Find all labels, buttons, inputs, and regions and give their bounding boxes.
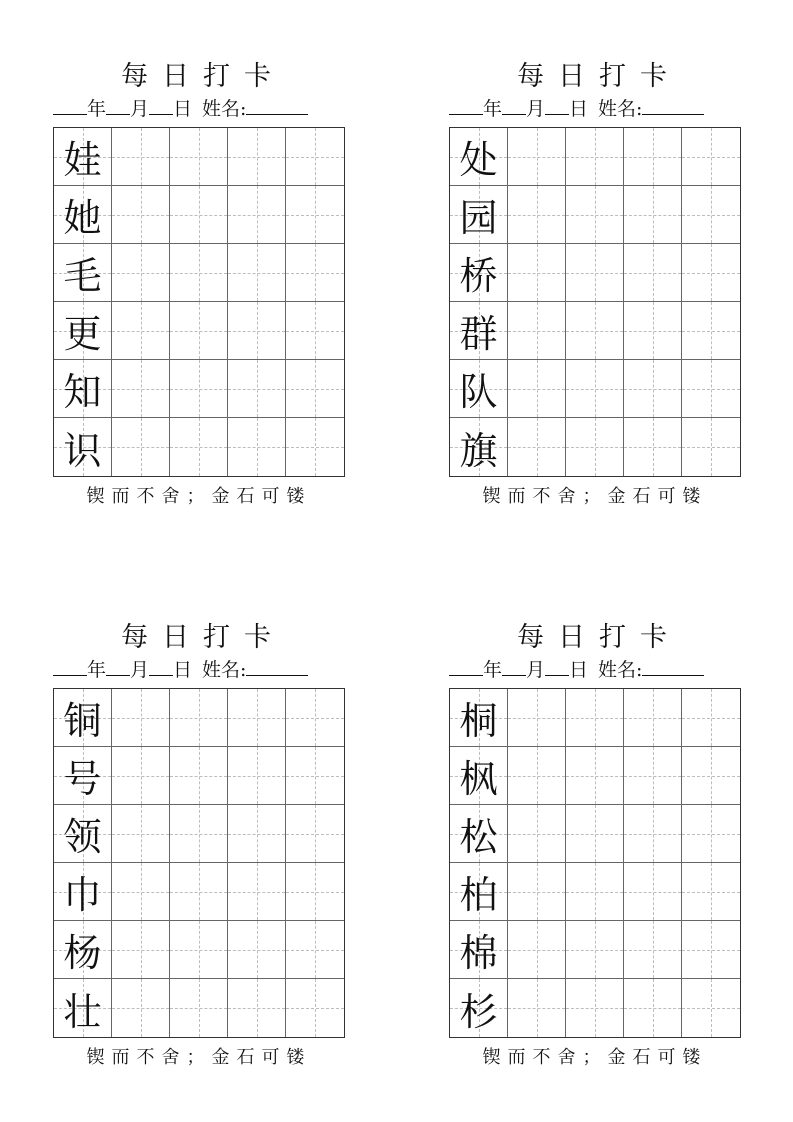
day-label: 日 bbox=[569, 98, 589, 120]
practice-cell[interactable] bbox=[170, 689, 228, 747]
model-character-cell bbox=[54, 244, 112, 302]
model-character-cell bbox=[54, 302, 112, 360]
name-label: 姓名: bbox=[598, 659, 643, 681]
practice-cell[interactable] bbox=[112, 805, 170, 863]
practice-cell[interactable] bbox=[228, 689, 286, 747]
practice-cell[interactable] bbox=[112, 244, 170, 302]
practice-cell[interactable] bbox=[508, 186, 566, 244]
model-character-cell bbox=[450, 863, 508, 921]
model-character-cell bbox=[54, 863, 112, 921]
writing-grid bbox=[449, 688, 741, 1038]
practice-cell[interactable] bbox=[170, 747, 228, 805]
practice-cell[interactable] bbox=[682, 128, 740, 186]
practice-cell[interactable] bbox=[682, 921, 740, 979]
practice-cell[interactable] bbox=[508, 244, 566, 302]
practice-cell[interactable] bbox=[112, 921, 170, 979]
model-character: 松 bbox=[459, 815, 498, 859]
practice-cell[interactable] bbox=[566, 747, 624, 805]
practice-cell[interactable] bbox=[112, 747, 170, 805]
practice-cell[interactable] bbox=[624, 747, 682, 805]
practice-cell[interactable] bbox=[286, 747, 344, 805]
model-character-cell bbox=[54, 128, 112, 186]
model-character-cell bbox=[450, 128, 508, 186]
model-character: 识 bbox=[63, 428, 102, 473]
practice-cell[interactable] bbox=[286, 418, 344, 476]
model-character: 队 bbox=[459, 370, 498, 414]
practice-cell[interactable] bbox=[682, 689, 740, 747]
year-blank[interactable] bbox=[53, 657, 87, 676]
motto: 锲而不舍；金石可镂 bbox=[482, 1047, 708, 1068]
practice-cell[interactable] bbox=[170, 302, 228, 360]
month-blank[interactable] bbox=[502, 657, 526, 676]
date-name-line bbox=[53, 657, 353, 681]
practice-cell[interactable] bbox=[112, 418, 170, 476]
month-blank[interactable] bbox=[502, 96, 526, 115]
writing-grid bbox=[53, 127, 345, 477]
practice-cell[interactable] bbox=[624, 186, 682, 244]
year-label: 年 bbox=[483, 659, 503, 681]
practice-cell[interactable] bbox=[508, 418, 566, 476]
model-character: 杉 bbox=[459, 989, 498, 1034]
practice-cell[interactable] bbox=[682, 186, 740, 244]
name-label: 姓名: bbox=[598, 98, 643, 120]
practice-cell[interactable] bbox=[286, 128, 344, 186]
practice-cell[interactable] bbox=[566, 128, 624, 186]
practice-cell[interactable] bbox=[228, 128, 286, 186]
practice-cell[interactable] bbox=[624, 921, 682, 979]
practice-cell[interactable] bbox=[112, 689, 170, 747]
model-character: 旗 bbox=[459, 428, 498, 473]
practice-cell[interactable] bbox=[286, 360, 344, 418]
practice-cell[interactable] bbox=[566, 244, 624, 302]
model-character-cell bbox=[54, 921, 112, 979]
day-label: 日 bbox=[173, 98, 193, 120]
model-character-cell bbox=[54, 418, 112, 476]
model-character-cell bbox=[450, 747, 508, 805]
model-character-cell bbox=[450, 805, 508, 863]
practice-cell[interactable] bbox=[286, 921, 344, 979]
practice-cell[interactable] bbox=[566, 689, 624, 747]
practice-cell[interactable] bbox=[566, 302, 624, 360]
practice-cell[interactable] bbox=[112, 186, 170, 244]
practice-cell[interactable] bbox=[170, 360, 228, 418]
practice-cell[interactable] bbox=[170, 863, 228, 921]
name-blank[interactable] bbox=[642, 96, 704, 115]
day-label: 日 bbox=[569, 659, 589, 681]
practice-cell[interactable] bbox=[170, 418, 228, 476]
date-name-line bbox=[449, 96, 749, 120]
practice-cell[interactable] bbox=[566, 360, 624, 418]
model-character-cell bbox=[54, 689, 112, 747]
practice-cell[interactable] bbox=[170, 128, 228, 186]
model-character: 娃 bbox=[63, 138, 102, 182]
practice-cell[interactable] bbox=[682, 360, 740, 418]
practice-cell[interactable] bbox=[682, 747, 740, 805]
practice-cell[interactable] bbox=[112, 360, 170, 418]
practice-cell[interactable] bbox=[624, 244, 682, 302]
practice-cell[interactable] bbox=[566, 186, 624, 244]
practice-cell[interactable] bbox=[682, 805, 740, 863]
practice-cell[interactable] bbox=[228, 418, 286, 476]
practice-cell[interactable] bbox=[682, 418, 740, 476]
practice-cell[interactable] bbox=[170, 805, 228, 863]
month-blank[interactable] bbox=[106, 657, 130, 676]
practice-cell[interactable] bbox=[508, 921, 566, 979]
practice-cell[interactable] bbox=[112, 863, 170, 921]
model-character: 她 bbox=[63, 196, 102, 240]
practice-cell[interactable] bbox=[170, 979, 228, 1037]
card-title: 每日打卡 bbox=[121, 61, 285, 92]
practice-cell[interactable] bbox=[566, 805, 624, 863]
practice-cell[interactable] bbox=[286, 979, 344, 1037]
model-character: 处 bbox=[459, 138, 498, 182]
model-character: 桐 bbox=[459, 699, 498, 743]
practice-cell[interactable] bbox=[624, 360, 682, 418]
practice-cell[interactable] bbox=[170, 921, 228, 979]
motto: 锲而不舍；金石可镂 bbox=[86, 1047, 312, 1068]
name-blank[interactable] bbox=[246, 657, 308, 676]
practice-cell[interactable] bbox=[228, 360, 286, 418]
practice-cell[interactable] bbox=[170, 186, 228, 244]
year-blank[interactable] bbox=[449, 657, 483, 676]
practice-cell[interactable] bbox=[112, 302, 170, 360]
date-name-line bbox=[53, 96, 353, 120]
name-label: 姓名: bbox=[202, 659, 247, 681]
model-character: 棉 bbox=[459, 931, 498, 975]
model-character: 园 bbox=[459, 196, 498, 240]
day-blank[interactable] bbox=[149, 657, 173, 676]
model-character-cell bbox=[450, 244, 508, 302]
name-blank[interactable] bbox=[642, 657, 704, 676]
year-blank[interactable] bbox=[53, 96, 87, 115]
model-character-cell bbox=[450, 418, 508, 476]
practice-cell[interactable] bbox=[228, 186, 286, 244]
practice-cell[interactable] bbox=[624, 979, 682, 1037]
model-character: 杨 bbox=[63, 931, 102, 975]
practice-cell[interactable] bbox=[286, 186, 344, 244]
practice-cell[interactable] bbox=[508, 128, 566, 186]
practice-cell[interactable] bbox=[682, 302, 740, 360]
model-character: 领 bbox=[63, 815, 102, 859]
day-label: 日 bbox=[173, 659, 193, 681]
model-character: 毛 bbox=[63, 254, 102, 298]
name-label: 姓名: bbox=[202, 98, 247, 120]
practice-cell[interactable] bbox=[624, 689, 682, 747]
model-character: 壮 bbox=[63, 989, 102, 1034]
practice-cell[interactable] bbox=[508, 863, 566, 921]
year-label: 年 bbox=[483, 98, 503, 120]
model-character-cell bbox=[450, 186, 508, 244]
practice-cell[interactable] bbox=[228, 747, 286, 805]
practice-cell[interactable] bbox=[228, 805, 286, 863]
model-character: 枫 bbox=[459, 757, 498, 801]
model-character-cell bbox=[54, 186, 112, 244]
practice-cell[interactable] bbox=[286, 244, 344, 302]
model-character: 巾 bbox=[63, 873, 102, 917]
card-title: 每日打卡 bbox=[517, 61, 681, 92]
month-label: 月 bbox=[526, 659, 546, 681]
motto: 锲而不舍；金石可镂 bbox=[86, 486, 312, 507]
practice-cell[interactable] bbox=[508, 979, 566, 1037]
day-blank[interactable] bbox=[545, 96, 569, 115]
day-blank[interactable] bbox=[149, 96, 173, 115]
model-character: 桥 bbox=[459, 254, 498, 298]
writing-grid bbox=[449, 127, 741, 477]
model-character: 铜 bbox=[63, 699, 102, 743]
model-character-cell bbox=[54, 805, 112, 863]
practice-cell[interactable] bbox=[566, 418, 624, 476]
card-title: 每日打卡 bbox=[517, 622, 681, 653]
practice-cell[interactable] bbox=[112, 979, 170, 1037]
practice-cell[interactable] bbox=[682, 979, 740, 1037]
day-blank[interactable] bbox=[545, 657, 569, 676]
model-character-cell bbox=[450, 921, 508, 979]
model-character: 更 bbox=[63, 312, 102, 356]
practice-cell[interactable] bbox=[286, 302, 344, 360]
practice-cell[interactable] bbox=[566, 921, 624, 979]
model-character-cell bbox=[54, 979, 112, 1037]
practice-cell[interactable] bbox=[508, 689, 566, 747]
practice-cell[interactable] bbox=[682, 863, 740, 921]
practice-cell[interactable] bbox=[228, 979, 286, 1037]
model-character: 群 bbox=[459, 312, 498, 356]
practice-cell[interactable] bbox=[508, 805, 566, 863]
name-blank[interactable] bbox=[246, 96, 308, 115]
year-blank[interactable] bbox=[449, 96, 483, 115]
month-label: 月 bbox=[526, 98, 546, 120]
model-character: 号 bbox=[63, 757, 102, 801]
practice-cell[interactable] bbox=[112, 128, 170, 186]
practice-cell[interactable] bbox=[286, 863, 344, 921]
practice-cell[interactable] bbox=[508, 747, 566, 805]
practice-cell[interactable] bbox=[624, 418, 682, 476]
date-name-line bbox=[449, 657, 749, 681]
model-character-cell bbox=[54, 747, 112, 805]
practice-cell[interactable] bbox=[624, 805, 682, 863]
practice-cell[interactable] bbox=[566, 979, 624, 1037]
model-character-cell bbox=[450, 302, 508, 360]
practice-cell[interactable] bbox=[286, 689, 344, 747]
model-character-cell bbox=[450, 689, 508, 747]
model-character: 知 bbox=[63, 370, 102, 414]
month-blank[interactable] bbox=[106, 96, 130, 115]
practice-cell[interactable] bbox=[682, 244, 740, 302]
motto: 锲而不舍；金石可镂 bbox=[482, 486, 708, 507]
year-label: 年 bbox=[87, 98, 107, 120]
practice-cell[interactable] bbox=[566, 863, 624, 921]
practice-cell[interactable] bbox=[624, 302, 682, 360]
practice-cell[interactable] bbox=[624, 128, 682, 186]
model-character: 柏 bbox=[459, 873, 498, 917]
card-title: 每日打卡 bbox=[121, 622, 285, 653]
practice-cell[interactable] bbox=[228, 863, 286, 921]
practice-cell[interactable] bbox=[228, 921, 286, 979]
year-label: 年 bbox=[87, 659, 107, 681]
practice-cell[interactable] bbox=[508, 302, 566, 360]
writing-grid bbox=[53, 688, 345, 1038]
month-label: 月 bbox=[130, 659, 150, 681]
model-character-cell bbox=[450, 360, 508, 418]
practice-cell[interactable] bbox=[170, 244, 228, 302]
month-label: 月 bbox=[130, 98, 150, 120]
model-character-cell bbox=[54, 360, 112, 418]
practice-cell[interactable] bbox=[228, 244, 286, 302]
model-character-cell bbox=[450, 979, 508, 1037]
practice-cell[interactable] bbox=[286, 805, 344, 863]
practice-cell[interactable] bbox=[624, 863, 682, 921]
practice-cell[interactable] bbox=[508, 360, 566, 418]
practice-cell[interactable] bbox=[228, 302, 286, 360]
